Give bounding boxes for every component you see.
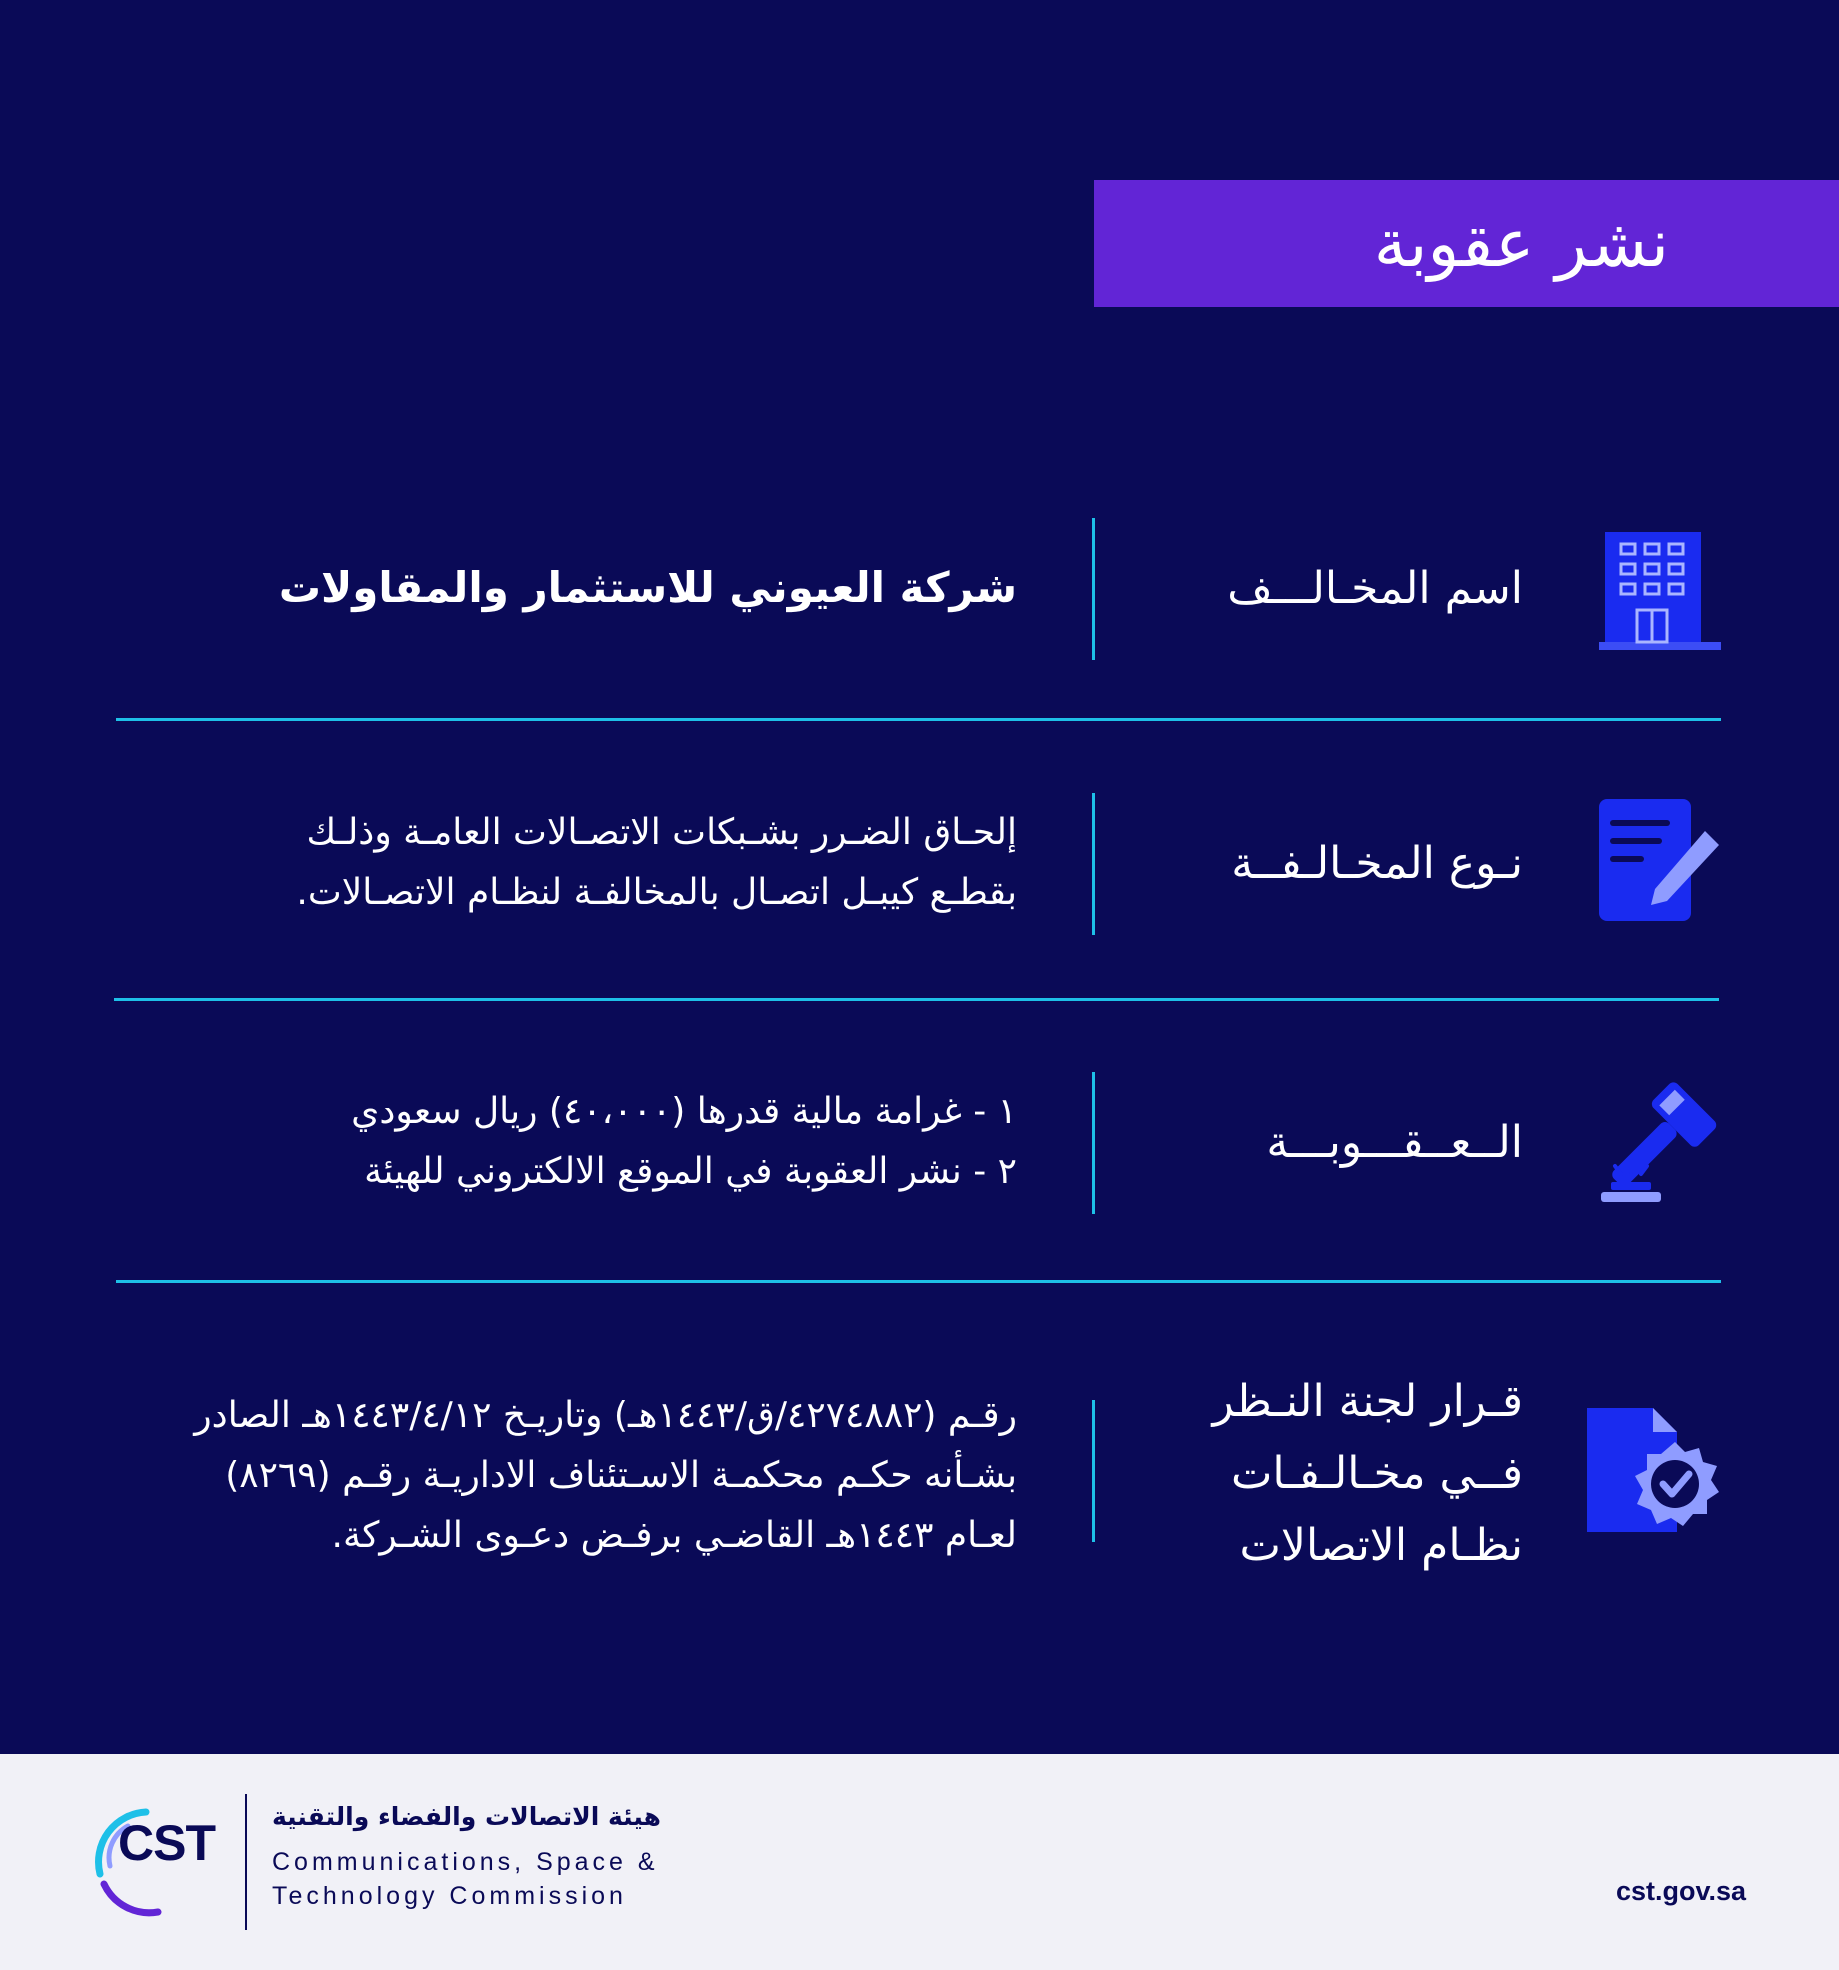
building-icon [1597, 530, 1723, 656]
label-line: فــي مخـالـفـات [1230, 1448, 1523, 1499]
value-line: بقطـع كيبـل اتصـال بالمخالفـة لنظـام الاتصـالات. [296, 872, 1017, 913]
org-name-en-line2: Technology Commission [272, 1882, 627, 1910]
row-divider [1092, 1072, 1095, 1214]
page-title: نشر عقوبة [1373, 204, 1669, 282]
row-committee-decision [0, 1366, 1839, 1571]
row-label: نـوع المخـالـفــة [1231, 838, 1523, 889]
label-line: قـرار لجنة النـظر [1212, 1376, 1523, 1427]
row-separator [116, 718, 1721, 721]
org-name-ar: هيئة الاتصالات والفضاء والتقنية [272, 1802, 661, 1831]
footer [0, 1754, 1839, 1970]
row-divider [1092, 518, 1095, 660]
row-divider [1092, 793, 1095, 935]
value-line: إلحـاق الضـرر بشـبكات الاتصـالات العامـة وذلـك [306, 812, 1017, 853]
logo-text: CST [118, 1815, 215, 1871]
document-edit-icon [1597, 797, 1723, 927]
row-penalty [0, 1072, 1839, 1214]
value-line: رقـم (٤٢٧٤٨٨٢/ق/١٤٤٣هـ) وتاريـخ ١٤٤٣/٤/١٢هـ الصادر [194, 1395, 1017, 1436]
title-bar [1094, 180, 1839, 307]
website-link[interactable]: cst.gov.sa [1615, 1876, 1746, 1906]
value-line: لعـام ١٤٤٣هـ القاضـي برفـض دعـوى الشـركة. [331, 1515, 1017, 1556]
row-violator-name [0, 518, 1839, 660]
gavel-icon [1597, 1080, 1723, 1210]
value-line: بشـأنه حكـم محكمـة الاسـتئناف الاداريـة رقـم (٨٢٦٩) [225, 1455, 1017, 1496]
row-separator [116, 1280, 1721, 1283]
document-check-icon [1585, 1406, 1725, 1536]
row-value [97, 1082, 1017, 1202]
label-line: نظـام الاتصالات [1239, 1520, 1523, 1571]
row-separator [114, 998, 1719, 1001]
row-label: الــعــقـــوبـــة [1266, 1117, 1523, 1168]
org-name-en-line1: Communications, Space & [272, 1848, 659, 1876]
row-label: اسم المخـالـــف [1227, 563, 1523, 614]
row-value [97, 558, 1017, 618]
row-value [97, 803, 1017, 923]
row-violation-type [0, 793, 1839, 935]
value-line: ٢ - نشر العقوبة في الموقع الالكتروني للهيئة [364, 1151, 1017, 1192]
row-divider [1092, 1400, 1095, 1542]
value-line: شركة العيوني للاستثمار والمقاولات [278, 563, 1017, 612]
value-line: ١ - غرامة مالية قدرها (٤٠،٠٠٠) ريال سعودي [351, 1091, 1017, 1132]
row-value [97, 1386, 1017, 1566]
footer-divider [245, 1794, 247, 1930]
row-label [1143, 1366, 1523, 1582]
